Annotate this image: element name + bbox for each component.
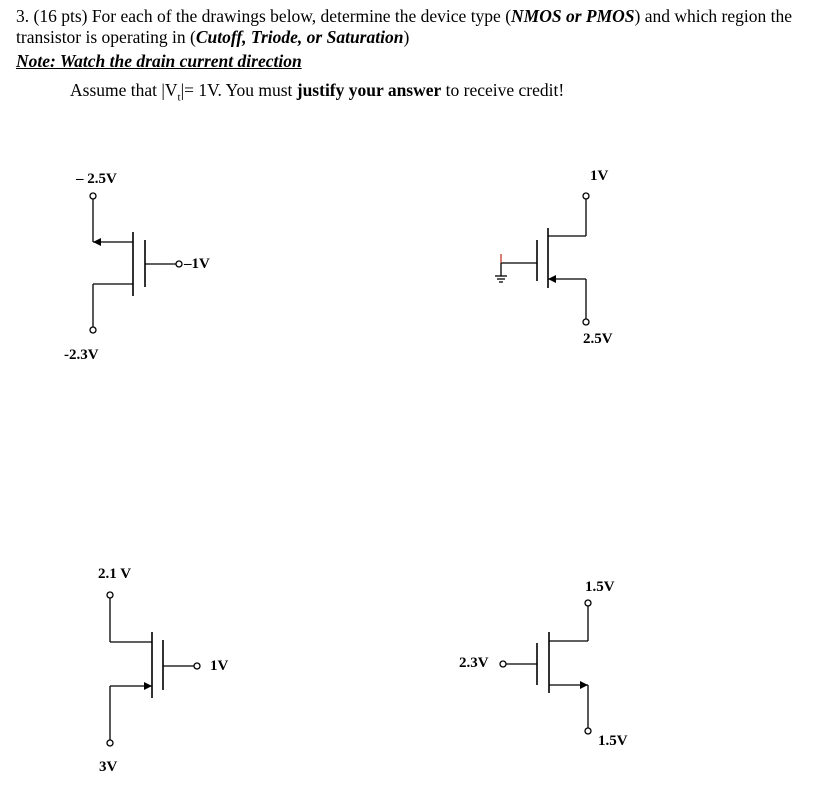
c4-top-label: 1.5V [585, 579, 615, 595]
regions: Cutoff, Triode, or Saturation [195, 27, 404, 47]
circuit-1 [90, 193, 182, 333]
c2-top-label: 1V [590, 168, 609, 184]
circuit-4 [500, 600, 591, 734]
note: Note: Watch the drain current direction [16, 51, 302, 71]
assumption: Assume that $|V_t|= 1V$. You must justify your answer to receive credit! [70, 80, 565, 104]
c3-gate-label: 1V [210, 658, 229, 674]
c4-gate-label: 2.3V [459, 655, 489, 671]
c1-bottom-label: -2.3V [64, 347, 99, 363]
c3-top-label: 2.1 V [98, 566, 132, 582]
question-end: ) [403, 27, 410, 47]
question-mid: ) and which region the transistor is operating in ( [16, 6, 792, 47]
device-types: NMOS or PMOS [511, 6, 635, 26]
c2-bottom-label: 2.5V [583, 331, 613, 347]
c1-gate-label: –1V [184, 256, 210, 272]
c3-bottom-label: 3V [99, 759, 118, 775]
question-intro: 3. (16 pts) For each of the drawings below, determine the device type ( [16, 6, 512, 26]
circuit-3 [107, 592, 200, 746]
circuit-2 [495, 193, 589, 325]
c4-bottom-label: 1.5V [598, 733, 628, 749]
c1-top-label: – 2.5V [76, 171, 117, 187]
